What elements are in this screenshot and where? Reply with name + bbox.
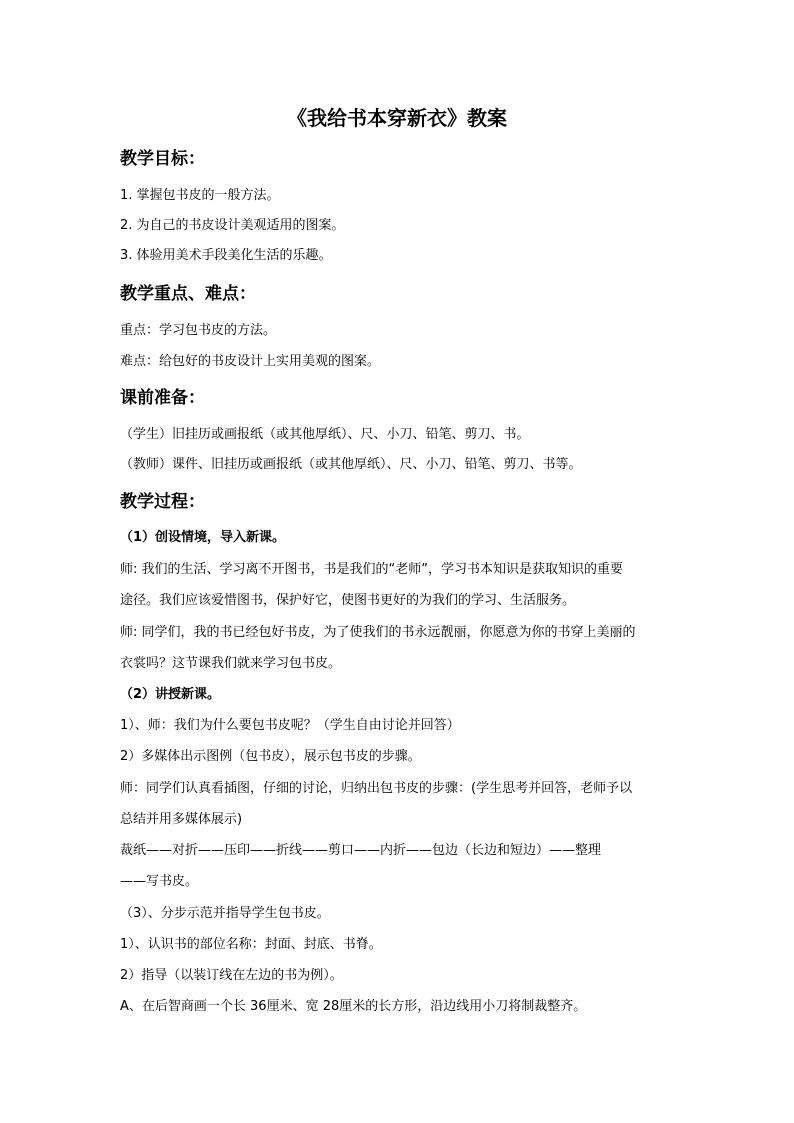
- objective-item: 3. 体验用美术手段美化生活的乐趣。: [120, 248, 332, 263]
- step2-line: ——写书皮。: [120, 874, 199, 889]
- objectives-heading: 教学目标：: [120, 149, 205, 169]
- key-point-item: 重点：学习包书皮的方法。: [120, 323, 277, 338]
- step2-line: 2）多媒体出示图例（包书皮），展示包书皮的步骤。: [120, 749, 421, 764]
- key-points-heading: 教学重点、难点：: [120, 284, 256, 304]
- objective-item: 2. 为自己的书皮设计美观适用的图案。: [120, 218, 345, 233]
- step2-line: 总结并用多媒体展示): [120, 812, 243, 827]
- step2-line: （3）、分步示范并指导学生包书皮。: [120, 906, 330, 921]
- key-point-item: 难点：给包好的书皮设计上实用美观的图案。: [120, 354, 381, 369]
- preparation-heading: 课前准备：: [120, 388, 205, 408]
- preparation-item: （学生）旧挂历或画报纸（或其他厚纸）、尺、小刀、铅笔、剪刀、书。: [120, 427, 530, 442]
- step2-line: 师：同学们认真看插图，仔细的讨论，归纳出包书皮的步骤：(学生思考并回答，老师予以: [120, 781, 633, 796]
- preparation-item: （教师）课件、旧挂历或画报纸（或其他厚纸）、尺、小刀、铅笔、剪刀、书等。: [120, 457, 582, 472]
- document-title: 《我给书本穿新衣》教案: [287, 106, 507, 130]
- step1-title: （1）创设情境，导入新课。: [120, 530, 286, 545]
- step2-line: 裁纸——对折——压印——折线——剪口——内折——包边（长边和短边）——整理: [120, 843, 602, 858]
- step1-line: 衣裳吗？这节课我们就来学习包书皮。: [120, 656, 342, 671]
- process-heading: 教学过程：: [120, 492, 205, 512]
- step2-line: A、在后智商画一个长 36厘米、宽 28厘米的长方形，沿边线用小刀将制裁整齐。: [120, 999, 587, 1014]
- step1-line: 师: 我们的生活、学习离不开图书，书是我们的“老师”，学习书本知识是获取知识的重要: [120, 562, 623, 577]
- objective-item: 1. 掌握包书皮的一般方法。: [120, 188, 280, 203]
- step2-line: 1）、认识书的部位名称：封面、封底、书脊。: [120, 937, 382, 952]
- step1-line: 途径。我们应该爱惜图书，保护好它，使图书更好的为我们的学习、生活服务。: [120, 593, 576, 608]
- step1-line: 师: 同学们，我的书已经包好书皮，为了使我们的书永远靓丽，你愿意为你的书穿上美丽的: [120, 625, 636, 640]
- step2-line: 1）、师：我们为什么要包书皮呢？（学生自由讨论并回答）: [120, 718, 460, 733]
- step2-line: 2）指导（以装订线在左边的书为例）。: [120, 968, 343, 983]
- step2-title: （2）讲授新课。: [120, 687, 221, 702]
